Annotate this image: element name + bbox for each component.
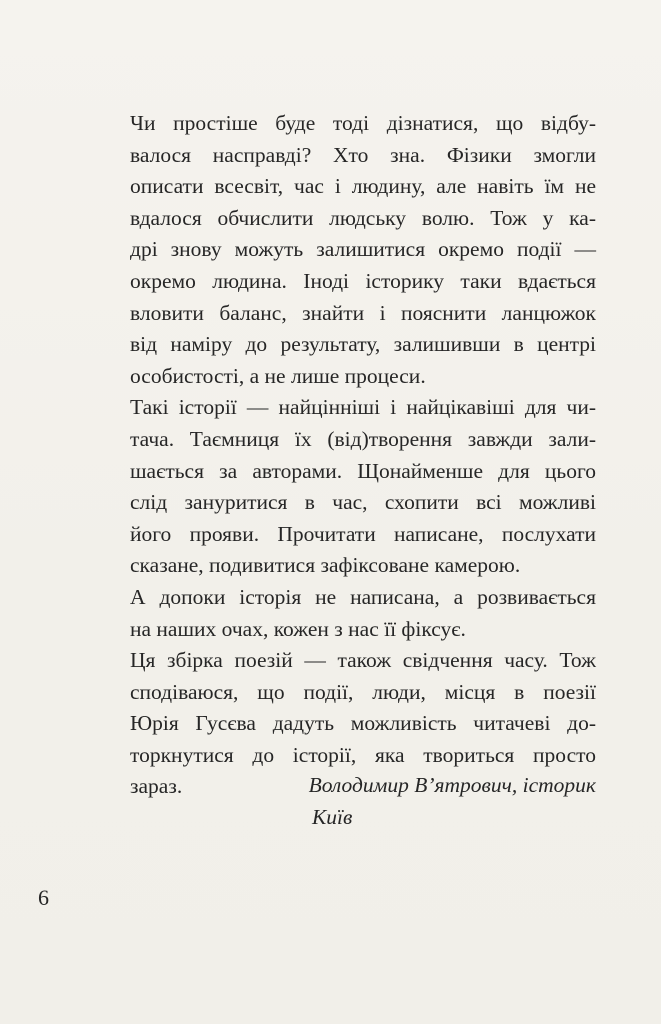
- page-number: 6: [38, 885, 49, 910]
- text-line: описати всесвіт, час і людину, але навіть їм не: [130, 174, 596, 199]
- text-line: валося насправді? Хто зна. Фізики змогли: [130, 142, 596, 167]
- text-line: Ця збірка поезій — також свідчення часу. Тож: [130, 648, 596, 673]
- text-line: його прояви. Прочитати написане, послухати: [130, 521, 596, 546]
- text-line: зараз.: [130, 774, 183, 799]
- signature-author: Володимир В’ятрович, історик: [308, 773, 596, 797]
- text-line: А допоки історія не написана, а розвивається: [130, 584, 596, 609]
- text-line: торкнутися до історії, яка твориться просто: [130, 742, 596, 767]
- text-line: сказане, подивитися зафіксоване камерою.: [130, 553, 521, 578]
- text-line: окремо людина. Іноді історику таки вдається: [130, 268, 596, 293]
- text-line: дрі знову можуть залишитися окремо події —: [130, 237, 596, 262]
- text-line: від наміру до результату, залишивши в центрі: [130, 332, 596, 357]
- signature-block: [130, 770, 596, 833]
- text-line: вловити баланс, знайти і пояснити ланцюжок: [130, 300, 596, 325]
- text-line: на наших очах, кожен з нас її фіксує.: [130, 616, 466, 641]
- text-line: Чи простіше буде тоді дізнатися, що відбу-: [130, 111, 596, 135]
- text-line: Такі історії — найцінніші і найцікавіші для чи-: [130, 395, 596, 420]
- text-line: особистості, а не лише процеси.: [130, 363, 426, 388]
- text-line: тача. Таємниця їх (від)творення завжди зали-: [130, 426, 596, 451]
- signature-place: Київ: [312, 804, 353, 829]
- text-line: вдалося обчислити людську волю. Тож у ка-: [130, 205, 596, 230]
- text-line: шається за авторами. Щонайменше для цього: [130, 458, 596, 483]
- text-line: слід зануритися в час, схопити всі можливі: [130, 490, 596, 515]
- text-line: сподіваюся, що події, люди, місця в поезії: [130, 679, 596, 704]
- body-text: [130, 108, 596, 803]
- text-line: Юрія Гусєва дадуть можливість читачеві до-: [130, 711, 596, 736]
